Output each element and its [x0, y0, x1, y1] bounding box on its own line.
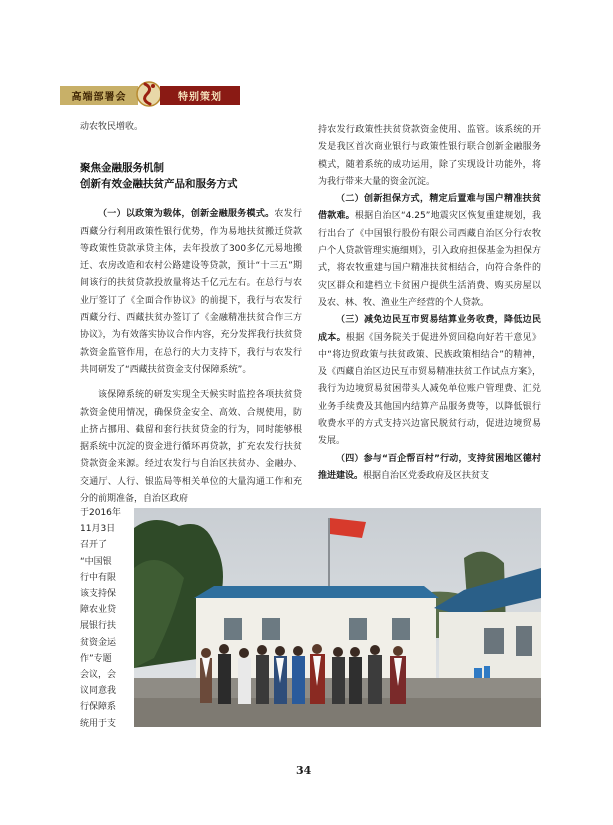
wrap-line: 议同意我: [80, 686, 117, 697]
paragraph-body: 根据《国务院关于促进外贸回稳向好若干意见》中“将边贸政策与扶贫政策、民族政策相结合”的精神，及《西藏自治区边民互市贸易精准扶贫工作试点方案》，我行为边境贸易贫困带头人减免单位账户管理费、汇兑业务手续费及其他国内结算产品服务费等，以降低银行收费水平的方式支持兴边富民脱贫行动，促进边境贸易发展。: [318, 332, 541, 447]
paragraph-body: 根据自治区党委政府及区扶贫支: [363, 470, 490, 481]
paragraph: [318, 312, 541, 450]
paragraph-body: 农发行西藏分行利用政策性银行优势，作为易地扶贫搬迁贷款等政策性贷款承贷主体，去年投放了300多亿元易地搬迁、农房改造和农村公路建设等贷款，预计“十三五”期间该行的扶贫贷款投放量将达千亿元左右。在总行与农业厅签订了《全面合作协议》的前提下，我行与农发行西藏分行、西藏扶贫办签订了《金融精准扶贫合作三方协议》，为有效落实协议合作内容，充分发挥我行扶贫贷款资金监管作用，在总行的大力支持下，我行与农发行共同研发了“西藏扶贫资金支付保障系统”。: [80, 209, 302, 375]
paragraph: 该保障系统的研发实现全天候实时监控各项扶贫贷款资金使用情况，确保贷金安全、高效、合规使用，防止挤占挪用、截留和套行扶贫贷金的行为，同时能够根据系统中沉淀的资金进行循环再贷款，扩充农发行扶贫贷款资金来源。经过农发行与自治区扶贫办、金融办、交通厅、人行、银监局等相关单位的大量沟通工作和充分的前期准备，自治区政府: [80, 390, 302, 505]
wrap-line: “中国银: [80, 556, 112, 567]
paragraph: [318, 191, 541, 312]
section-heading: [80, 160, 302, 192]
decorative-emblem-icon: [136, 76, 162, 112]
wrap-line: 会议，会: [80, 670, 117, 681]
paragraph: [80, 206, 302, 379]
paragraph-lead: （二）创新担保方式，精定后置难与国户精准扶贫借款难。: [318, 194, 541, 222]
wrap-line: 11月3日: [80, 524, 116, 535]
paragraph-lead: （四）参与“百企帮百村”行动，支持贫困地区德村推进建设。: [318, 453, 541, 481]
group-photo: [134, 508, 541, 727]
header-section-label: 特别策划: [160, 86, 240, 105]
paragraph-lead: （三）减免边民互市贸易结算业务收费，降低边民成本。: [318, 315, 541, 343]
wrap-line: 行保障系: [80, 702, 117, 713]
header-column-label: 高端部署会: [60, 86, 138, 105]
paragraph: 持农发行政策性扶贫贷款资金使用、监管。该系统的开发是我区首次商业银行与政策性银行联合创新金融服务模式，随着系统的成功运用，除了实现设计功能外，将为我行带来大量的资金沉淀。: [318, 125, 541, 187]
wrap-line: 统用于支: [80, 718, 117, 729]
wrap-line: 作”专题: [80, 653, 112, 664]
page-number: 34: [296, 764, 312, 777]
wrap-line: 贫资金运: [80, 637, 117, 648]
paragraph: [318, 451, 541, 486]
wrap-line: 召开了: [80, 540, 108, 551]
paragraph-body: 根据自治区“4.25”地震灾区恢复重建规划，我行出台了《中国银行股份有限公司西藏自治区分行农牧户个人贷款管理实施细则》，引入政府担保基金为担保方式，将农牧重建与国户精准扶贫相结合，向符合条件的灾区群众和建档立卡贫困户提供生活消费、购买房屋以及农、林、牧、渔业生产经营的个人贷款。: [318, 211, 541, 308]
wrap-line: 展银行扶: [80, 621, 117, 632]
header-band: [0, 36, 613, 103]
wrap-line: 障农业贷: [80, 605, 117, 616]
right-text-column: [318, 122, 541, 485]
wrap-text-column: [80, 505, 132, 732]
left-text-column: [80, 119, 302, 508]
wrap-line: 于2016年: [80, 508, 121, 518]
paragraph-lead: （一）以政策为载体，创新金融服务模式。: [98, 209, 275, 220]
wrap-line: 行中有限: [80, 572, 117, 583]
wrap-line: 该支持保: [80, 589, 117, 600]
section-heading-line: 创新有效金融扶贫产品和服务方式: [80, 178, 238, 191]
paragraph: 动农牧民增收。: [80, 122, 144, 132]
section-heading-line: 聚焦金融服务机制: [80, 162, 164, 175]
